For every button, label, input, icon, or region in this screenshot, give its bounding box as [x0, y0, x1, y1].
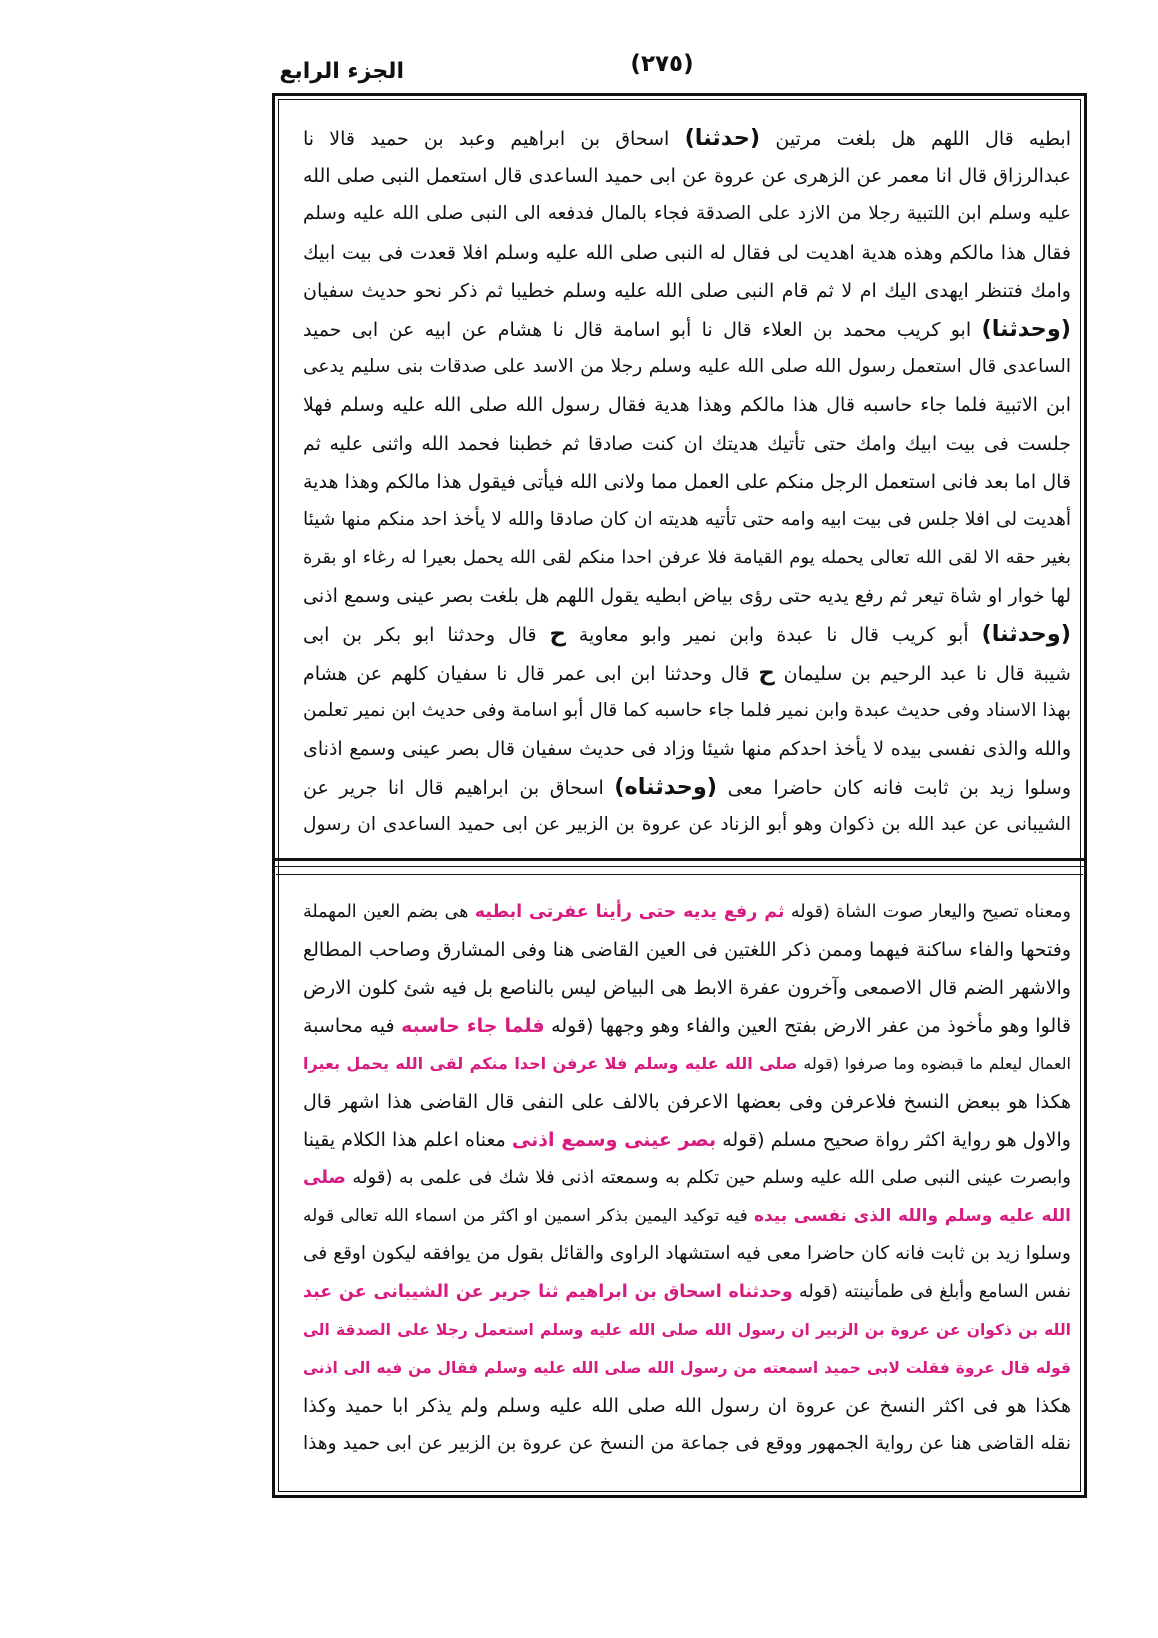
hadith-line: [303, 310, 1071, 348]
line-text: فيه محاسبة: [303, 1015, 395, 1037]
line-text: وفتحها والفاء ساكنة فيهما وممن ذكر اللغتين فى العين القاضى هنا وفى المشارق وصاحب المطالع: [303, 939, 1071, 961]
hadith-line: [303, 692, 1071, 730]
line-text: عليه وسلم ابن اللتبية رجلا من الازد على الصدقة فجاء بالمال فدفعه الى النبى صلى الله عليه وسلم: [303, 203, 1071, 225]
commentary-line: [303, 1045, 1071, 1083]
line-text: العمال ليعلم ما قبضوه وما صرفوا (قوله: [803, 1054, 1071, 1073]
commentary-line: [303, 893, 1071, 931]
line-text: اسحاق بن ابراهيم قال انا جرير عن: [303, 777, 604, 800]
line-text: شيبة قال نا عبد الرحيم بن سليمان: [783, 662, 1071, 685]
quoted-matn: صلى: [303, 1167, 346, 1188]
hadith-line: [303, 348, 1071, 386]
quoted-matn: بصر عينى وسمع اذنى: [511, 1129, 717, 1151]
commentary-line: [303, 969, 1071, 1007]
hadith-line: [303, 425, 1071, 463]
hadith-line: [303, 730, 1071, 768]
commentary-line: [303, 1425, 1071, 1463]
line-text: عبدالرزاق قال انا معمر عن الزهرى عن عروة عن ابى حميد الساعدى قال استعمل النبى صلى الله: [303, 165, 1071, 188]
line-text: لها خوار او شاة تيعر ثم رفع يديه حتى رؤى بياض ابطيه يقول اللهم هل بلغت بصر عينى وسمع اذنى: [303, 585, 1071, 608]
commentary-line: [303, 1349, 1071, 1387]
line-text: وامك فتنظر ايهدى اليك ام لا ثم قام النبى صلى الله عليه وسلم خطيبا ثم ذكر نحو حديث سفيان: [303, 279, 1071, 302]
hadith-line: [303, 195, 1071, 233]
commentary-line: [303, 1235, 1071, 1273]
hadith-line: [303, 615, 1071, 653]
page-number: (٢٧٥): [630, 51, 694, 77]
section-divider: [272, 858, 1087, 867]
hadith-line: [303, 654, 1071, 692]
hadith-line: [303, 386, 1071, 424]
commentary-line: [303, 1083, 1071, 1121]
commentary-line: [303, 1273, 1071, 1311]
quoted-matn: الله عليه وسلم والله الذى نفسى بيده: [753, 1206, 1071, 1226]
hadith-line: [303, 463, 1071, 501]
line-text: نقله القاضى هنا عن رواية الجمهور ووقع فى جماعة من النسخ عن عروة بن الزبير عن ابى حميد وهذا: [303, 1433, 1071, 1454]
quoted-matn: الله بن ذكوان عن عروة بن الزبير ان رسول الله صلى الله عليه وسلم استعمل رجلا على الصدقة الى: [303, 1321, 1071, 1339]
hadith-line: [303, 539, 1071, 577]
line-text: الساعدى قال استعمل رسول الله صلى الله عليه وسلم رجلا من الاسد على صدقات بنى سليم يدعى: [303, 356, 1071, 378]
quoted-matn: وحدثناه اسحاق بن ابراهيم ثنا جرير عن الشيبانى عن عبد: [303, 1282, 793, 1302]
line-text: هكذا هو ببعض النسخ فلاعرفن وفى بعضها الاعرفن بالالف على النفى قال القاضى هذا اشهر قال: [303, 1091, 1071, 1113]
line-text: جلست فى بيت ابيك وامك حتى تأتيك هديتك ان كنت صادقا ثم خطبنا فحمد الله واثنى عليه ثم: [303, 432, 1071, 455]
line-text: ابن الاتبية فلما جاء حاسبه قال هذا مالكم وهذا هدية فقال رسول الله صلى الله عليه وسلم فهلا: [303, 394, 1071, 417]
commentary-line: [303, 931, 1071, 969]
isnad-heading: (وحدثناه): [614, 774, 717, 801]
line-text: وسلوا زيد بن ثابت فانه كان حاضرا معى: [727, 777, 1071, 800]
running-header-part-title: الجزء الرابع: [279, 59, 404, 84]
line-text: بهذا الاسناد وفى حديث عبدة وابن نمير فلما جاء حاسبه كما قال أبو اسامة وفى حديث ابن نمير تعلمن: [303, 699, 1071, 721]
isnad-heading: (وحدثنا): [981, 621, 1071, 648]
tahwil-mark: ح: [758, 659, 775, 686]
line-text: قال وحدثنا ابو بكر بن ابى: [303, 624, 537, 647]
line-text: قال وحدثنا ابن ابى عمر قال نا سفيان كلهم عن هشام: [303, 662, 750, 685]
quoted-matn: صلى الله عليه وسلم فلا عرفن احدا منكم لقى الله يحمل بعيرا: [303, 1054, 798, 1073]
hadith-line: [303, 577, 1071, 615]
line-text: ومعناه تصيح واليعار صوت الشاة (قوله: [790, 902, 1071, 922]
line-text: ابطيه قال اللهم هل بلغت مرتين: [775, 128, 1071, 150]
section-divider-rule: [276, 874, 1083, 875]
commentary-line: [303, 1159, 1071, 1197]
line-text: وابصرت عينى النبى صلى الله عليه وسلم حين تكلم به وسمعته اذنى فلا شك فى علمى به (قوله: [352, 1167, 1071, 1188]
isnad-heading: (وحدثنا): [981, 315, 1071, 342]
line-text: قالوا وهو مأخوذ من عفر الارض بفتح العين والفاء وهو وجهها (قوله: [551, 1015, 1071, 1037]
isnad-heading: (حدثنا): [684, 125, 761, 151]
line-text: هكذا هو فى اكثر النسخ عن عروة ان رسول الله صلى الله عليه وسلم ولم يذكر ابا حميد وكذا: [303, 1395, 1071, 1417]
hadith-line: [303, 272, 1071, 310]
line-text: أهديت لى افلا جلس فى بيت ابيه وامه حتى تأتيه هديته ان كان صادقا والله لا يأخذ احد منكم منها شيئا: [303, 508, 1071, 530]
line-text: بغير حقه الا لقى الله تعالى يحمله يوم القيامة فلا عرفن احدا منكم لقى الله يحمل بعيرا له رغاء او بقرة: [303, 547, 1071, 569]
line-text: والاول هو رواية اكثر رواة صحيح مسلم (قوله: [722, 1129, 1071, 1151]
line-text: والاشهر الضم قال الاصمعى وآخرون عفرة الابط هى البياض ليس بالناصع بل فيه شئ كلون الارض: [303, 977, 1071, 999]
line-text: اسحاق بن ابراهيم وعبد بن حميد قالا نا: [303, 128, 670, 150]
hadith-line: [303, 806, 1071, 844]
commentary-section: [303, 893, 1071, 1463]
line-text: الشيبانى عن عبد الله بن ذكوان وهو أبو الزناد عن عروة بن الزبير عن ابى حميد الساعدى ان رسول: [303, 814, 1071, 836]
hadith-line: [303, 234, 1071, 272]
line-text: أبو كريب قال نا عبدة وابن نمير وابو معاوية: [578, 624, 969, 647]
line-text: فيه توكيد اليمين بذكر اسمين او اكثر من اسماء الله تعالى قوله: [303, 1206, 748, 1226]
line-text: هى بضم العين المهملة: [303, 902, 469, 922]
hadith-text-section: [303, 119, 1071, 845]
quoted-matn: فلما جاء حاسبه: [401, 1015, 545, 1037]
line-text: نفس السامع وأبلغ فى طمأنينته (قوله: [799, 1282, 1071, 1302]
line-text: وسلوا زيد بن ثابت فانه كان حاضرا معى فيه استشهاد الراوى والقائل بقول من يوافقه ليكون اوقع فى: [303, 1243, 1071, 1264]
commentary-line: [303, 1007, 1071, 1045]
hadith-line: [303, 501, 1071, 539]
quoted-matn: ثم رفع يديه حتى رأينا عفرتى ابطيه: [474, 902, 785, 922]
line-text: فقال هذا مالكم وهذه هدية اهديت لى فقال له النبى صلى الله عليه وسلم افلا قعدت فى بيت ابيك: [303, 241, 1071, 264]
commentary-line: [303, 1121, 1071, 1159]
commentary-line: [303, 1387, 1071, 1425]
line-text: والله والذى نفسى بيده لا يأخذ احدكم منها شيئا وزاد فى حديث سفيان قال بصر عينى وسمع اذناى: [303, 738, 1071, 760]
quoted-matn: قوله قال عروة فقلت لابى حميد اسمعته من رسول الله صلى الله عليه وسلم فقال من فيه الى اذنى: [303, 1359, 1071, 1377]
line-text: معناه اعلم هذا الكلام يقينا: [303, 1129, 506, 1151]
tahwil-mark: ح: [549, 621, 566, 648]
line-text: قال اما بعد فانى استعمل الرجل منكم على العمل مما ولانى الله فيأتى فيقول هذا مالكم وهذا هدية: [303, 470, 1071, 493]
commentary-line: [303, 1197, 1071, 1235]
hadith-line: [303, 119, 1071, 157]
commentary-line: [303, 1311, 1071, 1349]
hadith-line: [303, 768, 1071, 806]
line-text: ابو كريب محمد بن العلاء قال نا أبو اسامة قال نا هشام عن ابيه عن ابى حميد: [303, 318, 972, 341]
hadith-line: [303, 157, 1071, 195]
